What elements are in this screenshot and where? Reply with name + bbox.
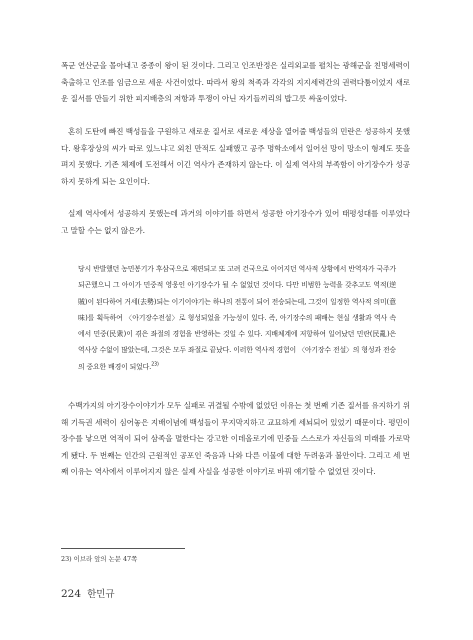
footnote-reference: 23): [151, 362, 159, 368]
page-folio: [61, 588, 115, 601]
page-number: 224: [61, 588, 82, 600]
footnote-divider: [61, 548, 185, 549]
body-paragraph-3: 실제 역사에서 성공하지 못했는데 과거의 이야기를 하면서 성공한 아기장수가 있어 태평성대를 이루었다고 말할 수는 없지 않은가.: [61, 209, 410, 235]
body-paragraph-2: 혼히 도탄에 빠진 백성들을 구원하고 새로운 질서로 새로운 세상을 열어줄 백성들의 민란은 성공하지 못했다. 왕후장상의 씨가 따로 있느냐고 외친 만적도 실패했고 공주 명학소에서 일어선 망이 망소이 형제도 뜻을 펴지 못했다. 기존 체제에 도전해서 이긴 역사가 존재하지 않는다. 이 실제 역사의 부족함이 아기장수가 성공하지 못하게 되는 요인이다.: [61, 127, 410, 186]
footnote: 23) 이브라 앞의 논문 47쪽: [61, 555, 138, 563]
block-quote: [78, 261, 396, 375]
running-title: 한민규: [87, 589, 115, 600]
body-paragraph-4: 수백가지의 아기장수이야기가 모두 실패로 귀결될 수밖에 없었던 이유는 첫 번째 기존 질서를 유지하기 위해 기득권 세력이 심어놓은 지배이념에 백성들이 무지막지하고 교묘하게 세뇌되어 있었기 때문이다. 평민이 장수를 낳으면 역적이 되어 삼족을 멸한다는 강고한 이데올로기에 민중들 스스로가 자신들의 미래를 가로막게 됐다. 두 번째는 인간의 근원적인 공포인 죽음과 나와 다른 이물에 대한 두려움과 불안이다. 그리고 세 번째 이유는 역사에서 이루어지지 않은 실제 사실을 성공한 이야기로 바꿔 얘기할 수 없었던 것이다.: [61, 401, 410, 477]
body-paragraph-1: 폭군 연산군을 몰아내고 중종이 왕이 된 것이다. 그리고 인조반정은 실리외교를 펼치는 광해군을 친명세력이 축출하고 인조를 임금으로 세운 사건이었다. 따라서 왕의 척족과 각각의 지지세력간의 권력다툼이었지 새로운 질서를 만들기 위한 피지배층의 저항과 투쟁이 아닌 자기들끼리의 밥그릇 싸움이었다.: [61, 61, 410, 104]
block-quote-text: 당시 반발했던 농민봉기가 후삼국으로 재편되고 또 고려 건국으로 이어지던 역사적 상황에서 반역자가 국주가 되곤했으니 그 아이가 민중적 영웅인 아기장수가 될 수 없었던 것이다. 다만 비범한 능력을 갖추고도 역적(逆賊)이 된다하여 거세(去勢)되는 이기이야기는 하나의 전통이 되어 전승되는데, 그것이 일정한 역사적 의미(意味)를 획득하여 〈아기장수전설〉로 형성되었을 가능성이 있다. 즉, 아기장수의 패배는 현실 생활과 역사 속에서 민중(民衆)이 겪은 좌절의 경험을 반영하는 것일 수 있다. 지배체계에 저항하여 일어났던 민란(民亂)은 역사상 수없이 많았는데, 그것은 모두 좌절로 끝났다. 이러한 역사적 경험이 〈아기장수 전설〉의 형성과 전승의 중요한 배경이 되었다.: [78, 265, 396, 371]
